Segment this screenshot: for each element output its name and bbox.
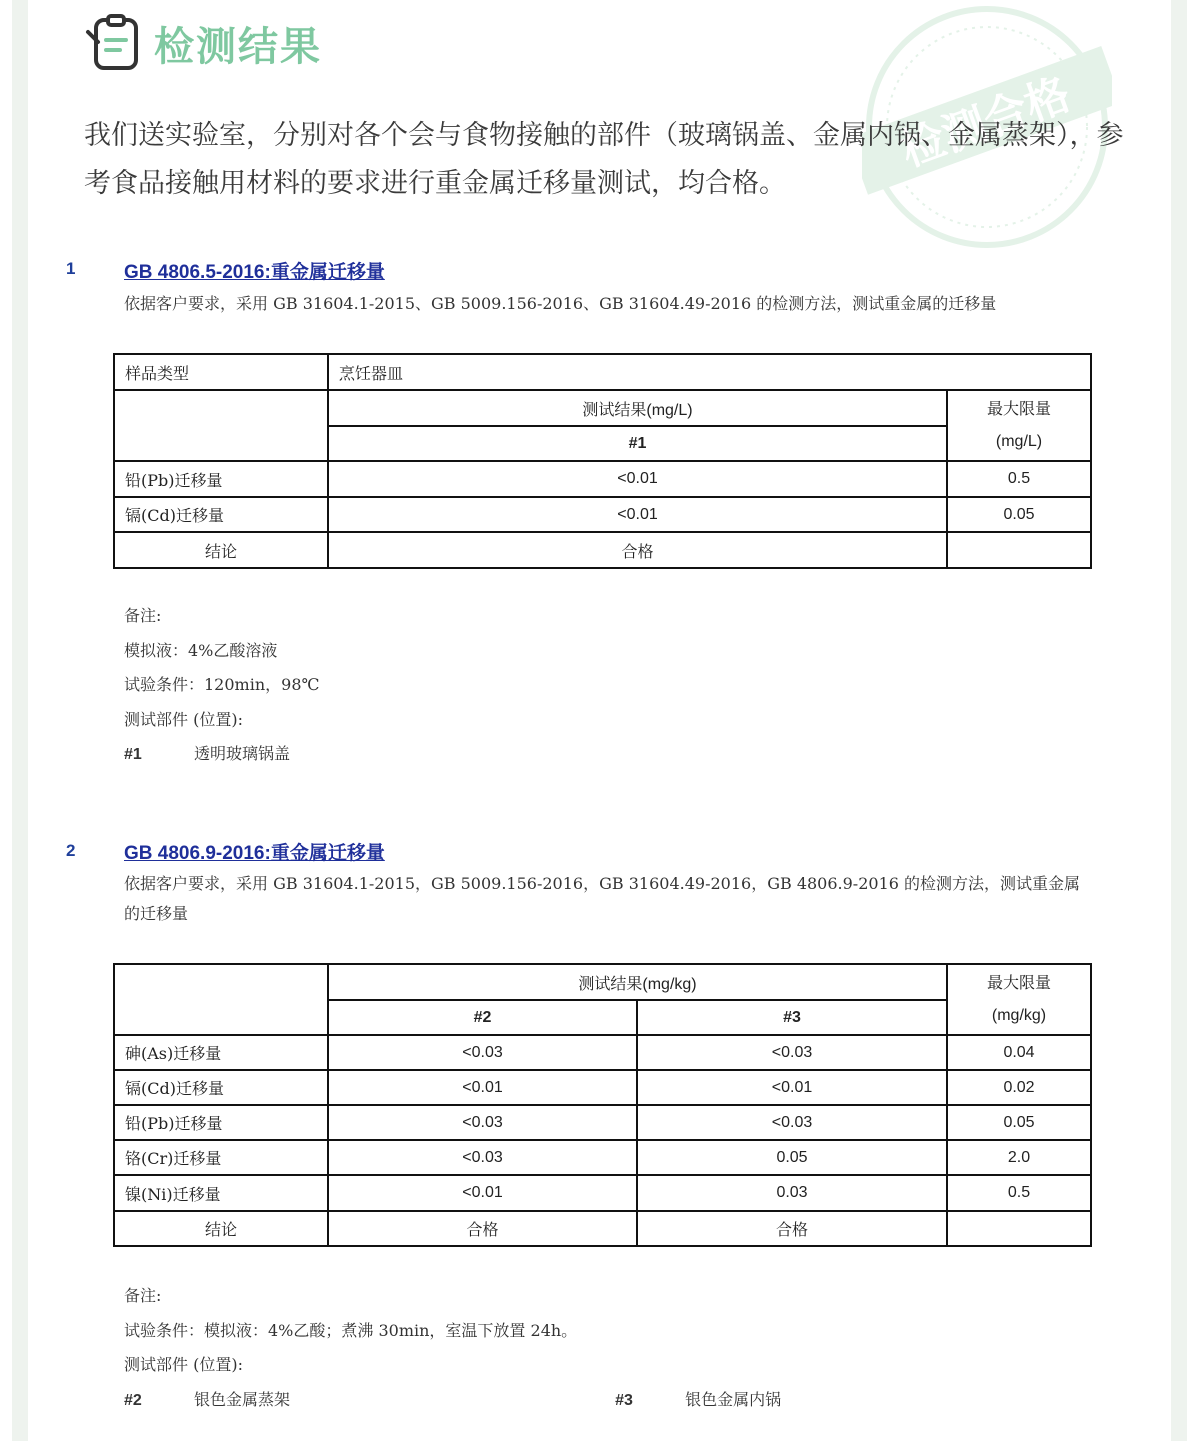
max-limit-header — [947, 964, 1091, 1035]
max-value: 0.05 — [947, 1105, 1091, 1140]
sample-column-header: #2 — [328, 1000, 637, 1035]
max-value: 2.0 — [947, 1140, 1091, 1175]
part-list — [124, 1383, 781, 1418]
result-value: <0.01 — [328, 461, 947, 497]
sample-column-header: #1 — [328, 426, 947, 461]
sample-type-label: 样品类型 — [114, 354, 328, 390]
part-item — [124, 737, 319, 772]
section-1-result-table — [113, 353, 1092, 569]
table-row — [114, 1175, 1091, 1211]
result-value: <0.03 — [328, 1140, 637, 1175]
conclusion-label: 结论 — [114, 532, 328, 568]
section-2-title: GB 4806.9-2016:重金属迁移量 — [124, 843, 385, 864]
row-label: 铅(Pb)迁移量 — [114, 1105, 328, 1140]
max-value: 0.5 — [947, 1175, 1091, 1211]
part-item — [124, 1383, 610, 1419]
notes-title: 备注: — [124, 606, 162, 625]
table-row — [114, 497, 1091, 532]
max-value: 0.05 — [947, 497, 1091, 532]
max-limit-header-line2: (mg/kg) — [991, 1006, 1047, 1024]
section-2-number: 2 — [66, 841, 76, 860]
section-1-description: 依据客户要求，采用 GB 31604.1-2015、GB 5009.156-2016、GB 31604.49-2016 的检测方法，测试重金属的迁移量 — [124, 294, 997, 313]
result-value: <0.03 — [328, 1035, 637, 1070]
section-2-result-table — [113, 963, 1092, 1247]
result-value: <0.01 — [328, 1175, 637, 1211]
part-id: #3 — [615, 1391, 633, 1409]
part-id: #1 — [124, 746, 142, 763]
part-name: 透明玻璃锅盖 — [194, 744, 291, 763]
notes-condition: 试验条件：120min，98℃ — [124, 675, 320, 694]
section-1-title: GB 4806.5-2016:重金属迁移量 — [124, 262, 385, 283]
section-1-notes — [124, 599, 319, 772]
blank-header-cell — [114, 964, 328, 1035]
empty-cell — [947, 532, 1091, 568]
notes-condition: 试验条件：模拟液：4%乙酸；煮沸 30min，室温下放置 24h。 — [124, 1320, 578, 1340]
sample-column-header: #3 — [637, 1000, 947, 1035]
conclusion-value: 合格 — [637, 1211, 947, 1246]
notes-parts-title: 测试部件 (位置): — [124, 709, 243, 729]
clipboard-icon — [84, 12, 146, 74]
notes-title: 备注: — [124, 1286, 162, 1305]
part-id: #2 — [124, 1391, 142, 1409]
part-name: 银色金属内锅 — [685, 1389, 782, 1409]
section-2-description-line2: 的迁移量 — [124, 904, 189, 923]
conclusion-row — [114, 532, 1091, 568]
page-title: 检测结果 — [154, 23, 322, 70]
left-border-strip — [12, 0, 28, 1441]
row-label: 镍(Ni)迁移量 — [114, 1175, 328, 1211]
conclusion-value: 合格 — [328, 1211, 637, 1246]
result-value: <0.01 — [328, 1070, 637, 1105]
row-label: 砷(As)迁移量 — [114, 1035, 328, 1070]
section-1-number: 1 — [66, 259, 76, 278]
max-limit-header — [947, 390, 1091, 461]
row-label: 镉(Cd)迁移量 — [114, 497, 328, 532]
max-limit-header-line1: 最大限量 — [987, 974, 1052, 992]
conclusion-row — [114, 1211, 1091, 1246]
row-label: 铅(Pb)迁移量 — [114, 461, 328, 497]
sample-type-value: 烹饪器皿 — [328, 354, 1091, 390]
section-2-notes — [124, 1279, 781, 1417]
stamp-text: 检测合格 — [894, 68, 1077, 177]
max-value: 0.02 — [947, 1070, 1091, 1105]
result-value: <0.03 — [637, 1105, 947, 1140]
notes-simulant: 模拟液：4%乙酸溶液 — [124, 640, 278, 660]
section-2-description — [124, 869, 1154, 929]
intro-paragraph: 我们送实验室，分别对各个会与食物接触的部件（玻璃锅盖、金属内锅、金属蒸架），参考食品接触用材料的要求进行重金属迁移量测试，均合格。 — [84, 120, 1124, 199]
table-row — [114, 1035, 1091, 1070]
section-2-description-line1: 依据客户要求，采用 GB 31604.1-2015，GB 5009.156-2016，GB 31604.49-2016，GB 4806.9-2016 的检测方法，测试重金属 — [124, 874, 1081, 893]
max-limit-header-line1: 最大限量 — [987, 400, 1052, 418]
max-limit-header-line2: (mg/L) — [995, 432, 1043, 450]
blank-header-cell — [114, 390, 328, 461]
result-header: 测试结果(mg/kg) — [328, 964, 947, 1000]
part-name: 银色金属蒸架 — [194, 1389, 291, 1409]
row-label: 镉(Cd)迁移量 — [114, 1070, 328, 1105]
table-row — [114, 1105, 1091, 1140]
notes-parts-title: 测试部件 (位置): — [124, 1355, 243, 1374]
right-border-strip — [1171, 0, 1187, 1441]
conclusion-value: 合格 — [328, 532, 947, 568]
table-row — [114, 1070, 1091, 1105]
max-value: 0.5 — [947, 461, 1091, 497]
result-value: <0.03 — [637, 1035, 947, 1070]
result-value: <0.03 — [328, 1105, 637, 1140]
result-value: <0.01 — [328, 497, 947, 532]
result-value: 0.05 — [637, 1140, 947, 1175]
result-value: <0.01 — [637, 1070, 947, 1105]
result-header: 测试结果(mg/L) — [328, 390, 947, 426]
conclusion-label: 结论 — [114, 1211, 328, 1246]
row-label: 铬(Cr)迁移量 — [114, 1140, 328, 1175]
result-value: 0.03 — [637, 1175, 947, 1211]
table-row — [114, 461, 1091, 497]
empty-cell — [947, 1211, 1091, 1246]
max-value: 0.04 — [947, 1035, 1091, 1070]
table-row — [114, 1140, 1091, 1175]
section-header — [84, 12, 322, 74]
part-item — [610, 1390, 781, 1409]
